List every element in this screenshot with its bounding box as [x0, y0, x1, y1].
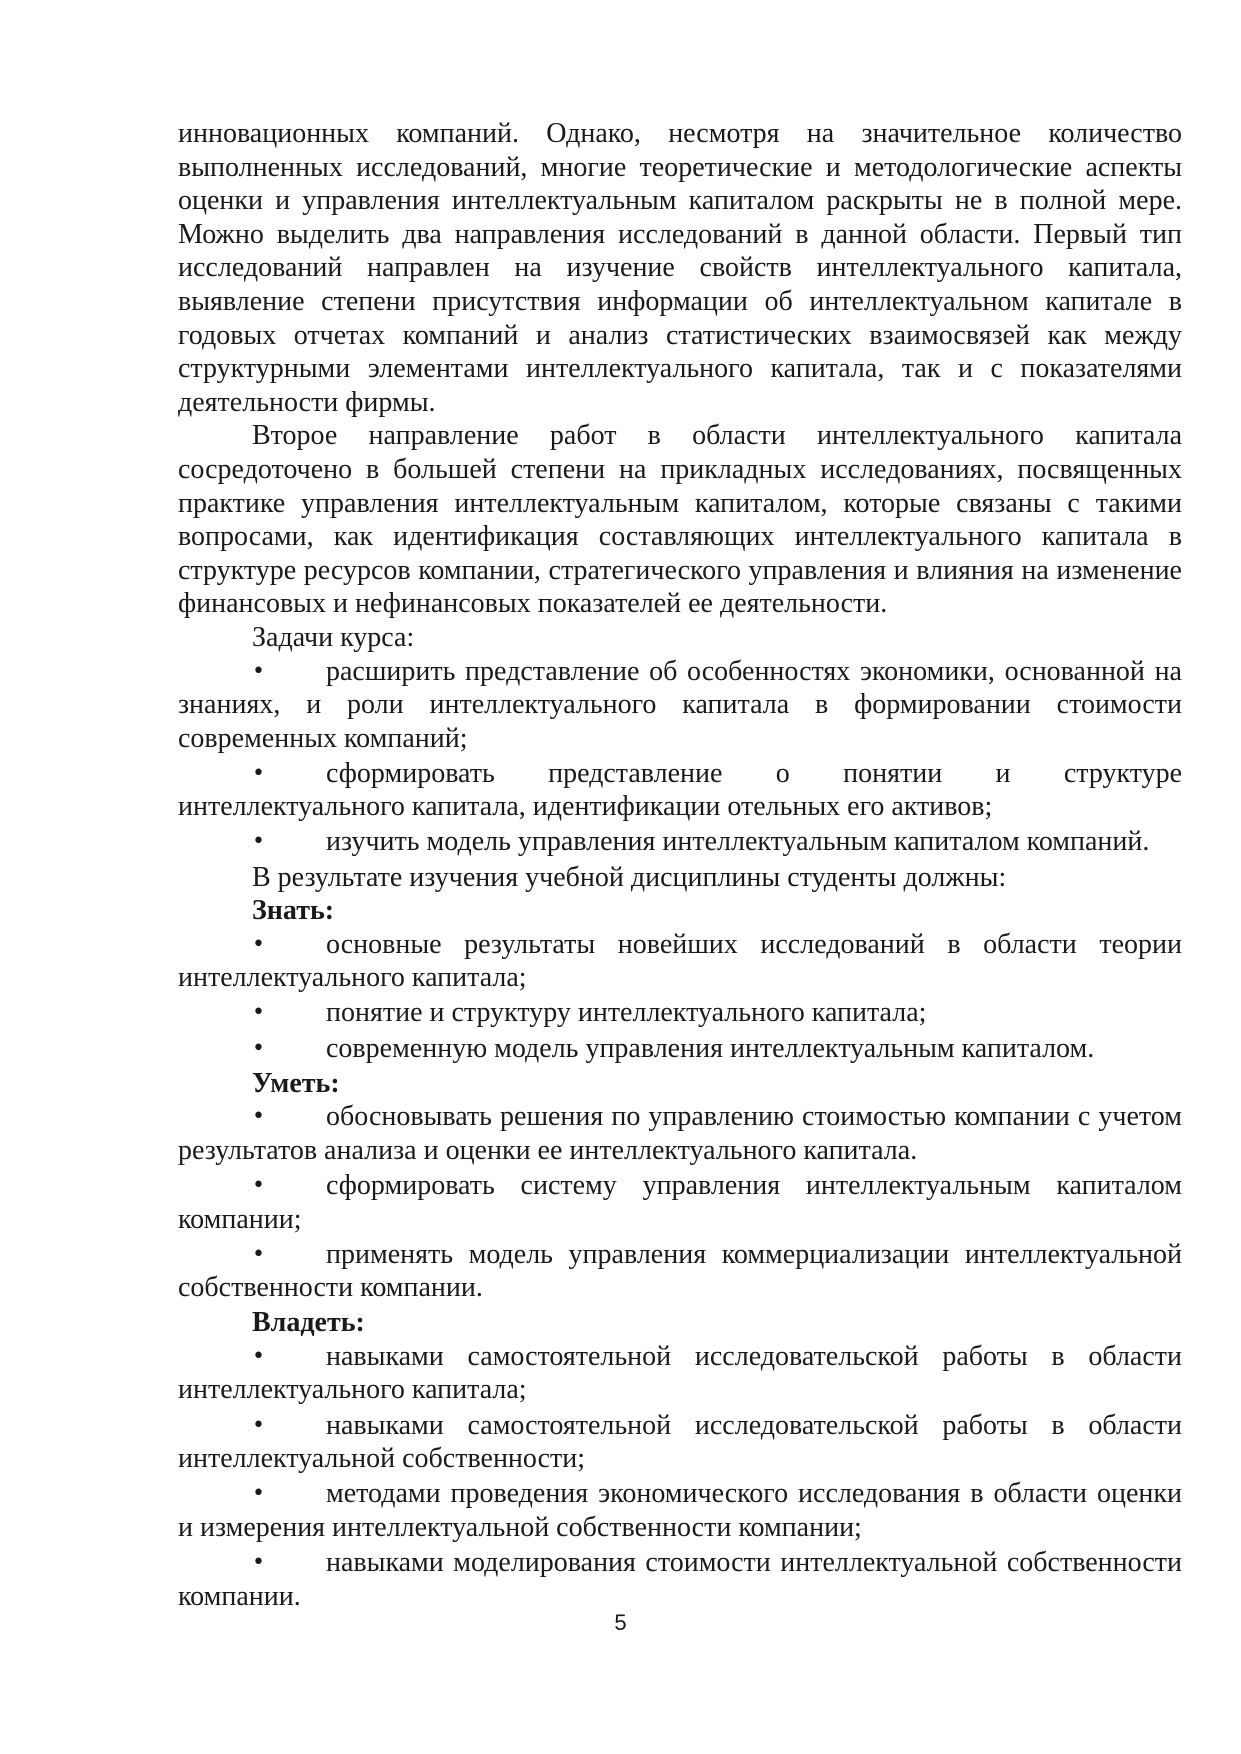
results-intro: В результате изучения учебной дисциплины студенты должны:	[252, 861, 1007, 893]
bullet-icon: •	[252, 1343, 265, 1369]
tasks-title: Задачи курса:	[252, 621, 415, 653]
bullet-icon: •	[252, 760, 265, 786]
bullet-icon: •	[252, 1481, 265, 1507]
section-heading-know: Знать:	[252, 895, 335, 927]
list-item: • сформировать систему управления интеллектуальным капиталом компании;	[178, 1169, 1182, 1235]
list-item: • расширить представление об особенностях экономики, основанной на знаниях, и роли интеллектуального капитала в формировании стоимости современных компаний;	[178, 655, 1182, 754]
section-heading-own: Владеть:	[252, 1307, 365, 1339]
bullet-icon: •	[252, 1172, 265, 1198]
bullet-icon: •	[252, 1000, 265, 1026]
bullet-icon: •	[252, 658, 265, 684]
list-item: • сформировать представление о понятии и структуре интеллектуального капитала, идентификации отельных его активов;	[178, 757, 1182, 823]
list-item: • современную модель управления интеллектуальным капиталом.	[252, 1032, 1095, 1064]
list-item: • изучить модель управления интеллектуальным капиталом компаний.	[252, 826, 1150, 858]
section-heading-can: Уметь:	[252, 1067, 340, 1099]
bullet-icon: •	[252, 829, 265, 855]
list-item: • навыками самостоятельной исследовательской работы в области интеллектуального капитала;	[178, 1340, 1182, 1406]
paragraph-intro: инновационных компаний. Однако, несмотря на значительное количество выполненных исследований, многие теоретические и методологические аспекты оценки и управления интеллектуальным капиталом раскрыты не в полной мере. Можно выделить два направления исследований в данной области. Первый тип исследований направлен на изучение свойств интеллектуального капитала, выявление степени присутствия информации об интеллектуальном капитале в годовых отчетах компаний и анализ статистических взаимосвязей как между структурными элементами интеллектуального капитала, так и с показателями деятельности фирмы.	[178, 118, 1182, 418]
bullet-icon: •	[252, 931, 265, 957]
list-item: • основные результаты новейших исследований в области теории интеллектуального капитала;	[178, 928, 1182, 994]
list-item: • применять модель управления коммерциализации интеллектуальной собственности компании.	[178, 1238, 1182, 1304]
bullet-icon: •	[252, 1104, 265, 1130]
list-item: • понятие и структуру интеллектуального капитала;	[252, 997, 927, 1029]
document-page	[178, 117, 1182, 1615]
list-item: • обосновывать решения по управлению стоимостью компании с учетом результатов анализа и оценки ее интеллектуального капитала.	[178, 1101, 1182, 1166]
bullet-icon: •	[252, 1241, 265, 1267]
list-item: • навыками самостоятельной исследовательской работы в области интеллектуальной собственности;	[178, 1409, 1182, 1475]
list-item: • навыками моделирования стоимости интеллектуальной собственности компании.	[178, 1546, 1182, 1612]
bullet-icon: •	[252, 1412, 265, 1438]
paragraph-second-direction: Второе направление работ в области интеллектуального капитала сосредоточено в большей степени на прикладных исследованиях, посвященных практике управления интеллектуальным капиталом, которые связаны с такими вопросами, как идентификация составляющих интеллектуального капитала в структуре ресурсов компании, стратегического управления и влияния на изменение финансовых и нефинансовых показателей ее деятельности.	[178, 420, 1182, 620]
page-number: 5	[614, 1610, 627, 1635]
list-item: • методами проведения экономического исследования в области оценки и измерения интеллектуальной собственности компании;	[178, 1478, 1182, 1543]
bullet-icon: •	[252, 1549, 265, 1575]
bullet-icon: •	[252, 1035, 265, 1061]
